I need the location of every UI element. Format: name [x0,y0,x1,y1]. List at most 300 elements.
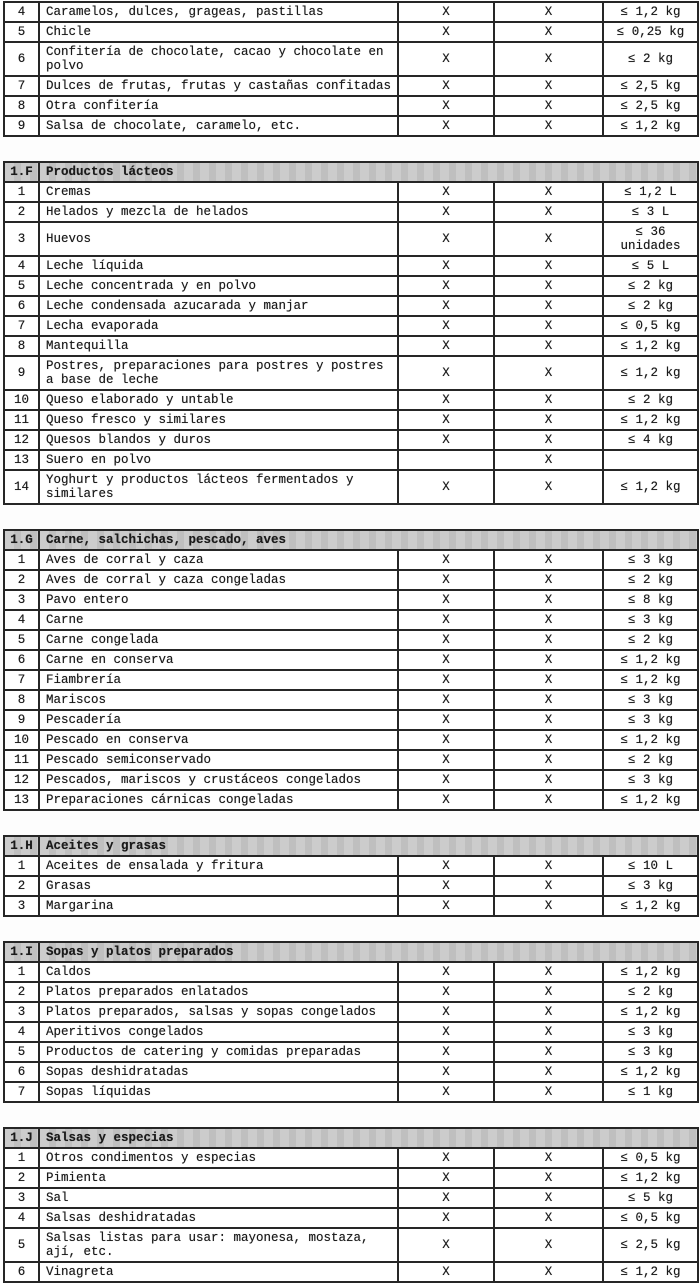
row-number: 9 [4,116,39,136]
row-check-col2: X [494,76,603,96]
row-quantity-limit: ≤ 0,25 kg [603,22,698,42]
row-check-col1: X [398,276,494,296]
row-number: 2 [4,982,39,1002]
section-title: Carne, salchichas, pescado, aves [39,530,698,550]
row-quantity-limit: ≤ 1,2 kg [603,896,698,916]
row-check-col1: X [398,96,494,116]
row-description: Aves de corral y caza congeladas [39,570,398,590]
table-row [4,1022,698,1042]
row-check-col1: X [398,650,494,670]
row-check-col1: X [398,316,494,336]
table-row [4,1208,698,1228]
row-check-col2: X [494,770,603,790]
row-check-col2: X [494,650,603,670]
row-quantity-limit: ≤ 2 kg [603,750,698,770]
row-check-col2: X [494,410,603,430]
row-number: 13 [4,790,39,810]
section-table-continued [3,1,699,137]
row-quantity-limit: ≤ 1,2 kg [603,1262,698,1282]
row-check-col1 [398,450,494,470]
row-number: 1 [4,1148,39,1168]
row-number: 7 [4,316,39,336]
row-check-col1: X [398,430,494,450]
row-description: Suero en polvo [39,450,398,470]
table-row [4,76,698,96]
section-header-row [4,162,698,182]
row-check-col1: X [398,116,494,136]
row-check-col2: X [494,856,603,876]
section-title: Aceites y grasas [39,836,698,856]
table-row [4,256,698,276]
row-check-col2: X [494,22,603,42]
row-description: Pimienta [39,1168,398,1188]
row-check-col2: X [494,256,603,276]
row-check-col1: X [398,410,494,430]
row-description: Salsas deshidratadas [39,1208,398,1228]
row-check-col2: X [494,96,603,116]
row-quantity-limit: ≤ 2 kg [603,630,698,650]
row-check-col2: X [494,670,603,690]
row-check-col1: X [398,336,494,356]
row-check-col1: X [398,982,494,1002]
row-description: Pescadería [39,710,398,730]
row-quantity-limit: ≤ 3 kg [603,770,698,790]
table-row [4,276,698,296]
row-quantity-limit: ≤ 1,2 kg [603,2,698,22]
section-table-1h [3,835,699,917]
table-row [4,1082,698,1102]
table-row [4,2,698,22]
row-number: 5 [4,22,39,42]
row-check-col1: X [398,182,494,202]
table-row [4,856,698,876]
row-number: 5 [4,630,39,650]
table-row [4,1262,698,1282]
row-description: Preparaciones cárnicas congeladas [39,790,398,810]
row-check-col1: X [398,76,494,96]
row-number: 7 [4,76,39,96]
table-row [4,730,698,750]
row-description: Platos preparados, salsas y sopas congelados [39,1002,398,1022]
row-description: Dulces de frutas, frutas y castañas confitadas [39,76,398,96]
table-row [4,470,698,504]
row-quantity-limit: ≤ 1,2 kg [603,670,698,690]
row-number: 4 [4,610,39,630]
section-id: 1.J [4,1128,39,1148]
row-description: Sopas deshidratadas [39,1062,398,1082]
section-id: 1.I [4,942,39,962]
table-row [4,1042,698,1062]
table-row [4,790,698,810]
table-row [4,410,698,430]
row-description: Carne en conserva [39,650,398,670]
row-check-col2: X [494,730,603,750]
row-check-col2: X [494,1168,603,1188]
row-quantity-limit: ≤ 1,2 kg [603,962,698,982]
row-check-col2: X [494,42,603,76]
row-number: 4 [4,2,39,22]
row-check-col1: X [398,590,494,610]
row-check-col2: X [494,450,603,470]
section-header-row [4,530,698,550]
table-row [4,1168,698,1188]
row-quantity-limit: ≤ 1,2 kg [603,336,698,356]
row-number: 1 [4,550,39,570]
row-description: Pavo entero [39,590,398,610]
row-description: Aves de corral y caza [39,550,398,570]
row-check-col2: X [494,570,603,590]
row-check-col2: X [494,876,603,896]
row-number: 2 [4,876,39,896]
row-description: Pescado en conserva [39,730,398,750]
row-number: 4 [4,256,39,276]
row-quantity-limit: ≤ 5 kg [603,1188,698,1208]
row-description: Caramelos, dulces, grageas, pastillas [39,2,398,22]
row-description: Vinagreta [39,1262,398,1282]
row-check-col1: X [398,1208,494,1228]
table-row [4,982,698,1002]
row-check-col2: X [494,1148,603,1168]
row-quantity-limit: ≤ 1,2 kg [603,1002,698,1022]
table-row [4,450,698,470]
row-number: 14 [4,470,39,504]
row-number: 2 [4,570,39,590]
row-quantity-limit: ≤ 1,2 kg [603,116,698,136]
row-check-col2: X [494,1228,603,1262]
row-check-col1: X [398,750,494,770]
section-table-1f [3,161,699,505]
row-check-col2: X [494,982,603,1002]
row-description: Mantequilla [39,336,398,356]
row-number: 4 [4,1208,39,1228]
row-check-col1: X [398,570,494,590]
row-number: 6 [4,296,39,316]
section-header-row [4,836,698,856]
row-check-col1: X [398,610,494,630]
row-quantity-limit: ≤ 1,2 kg [603,790,698,810]
row-check-col1: X [398,1042,494,1062]
row-quantity-limit: ≤ 1,2 kg [603,410,698,430]
row-description: Leche condensada azucarada y manjar [39,296,398,316]
section-title: Salsas y especias [39,1128,698,1148]
row-check-col2: X [494,1042,603,1062]
row-description: Platos preparados enlatados [39,982,398,1002]
row-check-col1: X [398,670,494,690]
row-check-col1: X [398,1262,494,1282]
row-number: 5 [4,276,39,296]
table-row [4,1148,698,1168]
row-quantity-limit: ≤ 3 kg [603,610,698,630]
row-check-col2: X [494,296,603,316]
row-number: 4 [4,1022,39,1042]
row-check-col2: X [494,336,603,356]
row-description: Leche concentrada y en polvo [39,276,398,296]
row-quantity-limit: ≤ 0,5 kg [603,316,698,336]
row-description: Huevos [39,222,398,256]
row-description: Carne congelada [39,630,398,650]
row-check-col2: X [494,962,603,982]
row-quantity-limit: ≤ 1,2 kg [603,1062,698,1082]
row-number: 1 [4,182,39,202]
row-quantity-limit: ≤ 2 kg [603,390,698,410]
row-check-col2: X [494,896,603,916]
table-row [4,1002,698,1022]
row-number: 2 [4,202,39,222]
row-quantity-limit: ≤ 3 kg [603,550,698,570]
section-id: 1.H [4,836,39,856]
row-quantity-limit: ≤ 0,5 kg [603,1148,698,1168]
row-number: 5 [4,1228,39,1262]
row-check-col2: X [494,356,603,390]
table-row [4,296,698,316]
row-check-col1: X [398,896,494,916]
row-quantity-limit: ≤ 3 kg [603,1022,698,1042]
row-quantity-limit: ≤ 2 kg [603,276,698,296]
row-check-col2: X [494,790,603,810]
row-quantity-limit: ≤ 2,5 kg [603,1228,698,1262]
row-description: Carne [39,610,398,630]
table-row [4,390,698,410]
row-description: Grasas [39,876,398,896]
row-number: 13 [4,450,39,470]
table-row [4,630,698,650]
row-number: 3 [4,1002,39,1022]
row-check-col2: X [494,1208,603,1228]
row-description: Queso elaborado y untable [39,390,398,410]
row-description: Pescados, mariscos y crustáceos congelados [39,770,398,790]
row-number: 7 [4,1082,39,1102]
row-quantity-limit: ≤ 8 kg [603,590,698,610]
row-check-col1: X [398,1022,494,1042]
section-id: 1.G [4,530,39,550]
row-check-col1: X [398,962,494,982]
row-check-col1: X [398,1082,494,1102]
row-description: Aperitivos congelados [39,1022,398,1042]
table-row [4,1188,698,1208]
sections-container [3,1,697,1283]
row-check-col2: X [494,1082,603,1102]
row-number: 6 [4,1262,39,1282]
row-number: 10 [4,390,39,410]
row-description: Postres, preparaciones para postres y postres a base de leche [39,356,398,390]
row-description: Salsas listas para usar: mayonesa, mostaza, ají, etc. [39,1228,398,1262]
table-row [4,962,698,982]
row-check-col1: X [398,710,494,730]
row-quantity-limit: ≤ 36 unidades [603,222,698,256]
row-number: 9 [4,710,39,730]
table-row [4,356,698,390]
table-row [4,770,698,790]
section-header-row [4,942,698,962]
row-description: Queso fresco y similares [39,410,398,430]
row-quantity-limit: ≤ 3 kg [603,690,698,710]
table-row [4,1228,698,1262]
table-row [4,710,698,730]
row-description: Aceites de ensalada y fritura [39,856,398,876]
row-quantity-limit: ≤ 1,2 kg [603,650,698,670]
row-number: 9 [4,356,39,390]
row-check-col2: X [494,590,603,610]
table-row [4,42,698,76]
row-check-col2: X [494,550,603,570]
row-check-col2: X [494,630,603,650]
row-quantity-limit: ≤ 2 kg [603,42,698,76]
row-number: 3 [4,1188,39,1208]
row-number: 6 [4,650,39,670]
row-check-col1: X [398,470,494,504]
row-number: 3 [4,896,39,916]
row-description: Quesos blandos y duros [39,430,398,450]
table-row [4,550,698,570]
table-row [4,650,698,670]
row-check-col1: X [398,42,494,76]
table-row [4,116,698,136]
row-number: 3 [4,590,39,610]
table-row [4,22,698,42]
row-quantity-limit: ≤ 1,2 L [603,182,698,202]
row-quantity-limit: ≤ 2 kg [603,982,698,1002]
row-number: 8 [4,336,39,356]
row-description: Yoghurt y productos lácteos fermentados y similares [39,470,398,504]
row-description: Productos de catering y comidas preparadas [39,1042,398,1062]
row-description: Sopas líquidas [39,1082,398,1102]
row-check-col1: X [398,256,494,276]
row-check-col2: X [494,750,603,770]
row-check-col1: X [398,202,494,222]
table-row [4,316,698,336]
row-quantity-limit: ≤ 1,2 kg [603,470,698,504]
row-quantity-limit: ≤ 5 L [603,256,698,276]
row-check-col1: X [398,22,494,42]
row-check-col2: X [494,1062,603,1082]
row-check-col2: X [494,222,603,256]
section-id: 1.F [4,162,39,182]
row-description: Helados y mezcla de helados [39,202,398,222]
row-check-col2: X [494,690,603,710]
row-number: 12 [4,770,39,790]
row-check-col2: X [494,182,603,202]
table-row [4,1062,698,1082]
table-row [4,610,698,630]
row-quantity-limit: ≤ 3 kg [603,710,698,730]
row-description: Mariscos [39,690,398,710]
row-number: 8 [4,96,39,116]
row-check-col1: X [398,2,494,22]
row-quantity-limit: ≤ 3 L [603,202,698,222]
row-quantity-limit: ≤ 0,5 kg [603,1208,698,1228]
row-check-col1: X [398,1228,494,1262]
table-row [4,336,698,356]
row-check-col1: X [398,856,494,876]
row-check-col2: X [494,1188,603,1208]
row-check-col1: X [398,390,494,410]
row-check-col2: X [494,116,603,136]
row-quantity-limit: ≤ 1,2 kg [603,1168,698,1188]
row-quantity-limit: ≤ 2,5 kg [603,96,698,116]
row-check-col1: X [398,1148,494,1168]
row-description: Caldos [39,962,398,982]
row-quantity-limit: ≤ 3 kg [603,1042,698,1062]
row-description: Sal [39,1188,398,1208]
row-check-col2: X [494,1262,603,1282]
row-description: Leche líquida [39,256,398,276]
row-quantity-limit: ≤ 4 kg [603,430,698,450]
row-quantity-limit: ≤ 2 kg [603,296,698,316]
row-quantity-limit: ≤ 10 L [603,856,698,876]
table-row [4,670,698,690]
row-number: 8 [4,690,39,710]
table-row [4,876,698,896]
row-check-col1: X [398,770,494,790]
row-check-col2: X [494,390,603,410]
table-row [4,222,698,256]
row-description: Lecha evaporada [39,316,398,336]
row-number: 11 [4,410,39,430]
table-row [4,430,698,450]
section-table-1g [3,529,699,811]
row-number: 6 [4,1062,39,1082]
table-row [4,896,698,916]
section-table-1j [3,1127,699,1283]
table-row [4,750,698,770]
row-check-col1: X [398,730,494,750]
row-check-col2: X [494,276,603,296]
row-check-col1: X [398,1062,494,1082]
row-number: 1 [4,856,39,876]
row-check-col1: X [398,296,494,316]
row-check-col2: X [494,202,603,222]
row-quantity-limit: ≤ 1,2 kg [603,730,698,750]
table-row [4,182,698,202]
row-number: 6 [4,42,39,76]
row-quantity-limit: ≤ 3 kg [603,876,698,896]
row-number: 7 [4,670,39,690]
row-description: Otra confitería [39,96,398,116]
row-check-col2: X [494,470,603,504]
row-check-col2: X [494,1002,603,1022]
row-check-col1: X [398,356,494,390]
row-check-col1: X [398,630,494,650]
table-row [4,96,698,116]
row-number: 1 [4,962,39,982]
section-table-1i [3,941,699,1103]
row-number: 3 [4,222,39,256]
table-row [4,570,698,590]
row-check-col2: X [494,430,603,450]
row-check-col2: X [494,710,603,730]
section-title: Sopas y platos preparados [39,942,698,962]
row-number: 12 [4,430,39,450]
table-row [4,690,698,710]
row-description: Cremas [39,182,398,202]
row-check-col1: X [398,222,494,256]
row-check-col2: X [494,316,603,336]
row-description: Otros condimentos y especias [39,1148,398,1168]
row-check-col1: X [398,790,494,810]
row-quantity-limit: ≤ 1 kg [603,1082,698,1102]
section-title: Productos lácteos [39,162,698,182]
row-quantity-limit: ≤ 2,5 kg [603,76,698,96]
row-description: Confitería de chocolate, cacao y chocolate en polvo [39,42,398,76]
row-description: Salsa de chocolate, caramelo, etc. [39,116,398,136]
row-description: Pescado semiconservado [39,750,398,770]
section-header-row [4,1128,698,1148]
row-description: Margarina [39,896,398,916]
row-quantity-limit [603,450,698,470]
row-check-col2: X [494,2,603,22]
row-quantity-limit: ≤ 1,2 kg [603,356,698,390]
row-quantity-limit: ≤ 2 kg [603,570,698,590]
